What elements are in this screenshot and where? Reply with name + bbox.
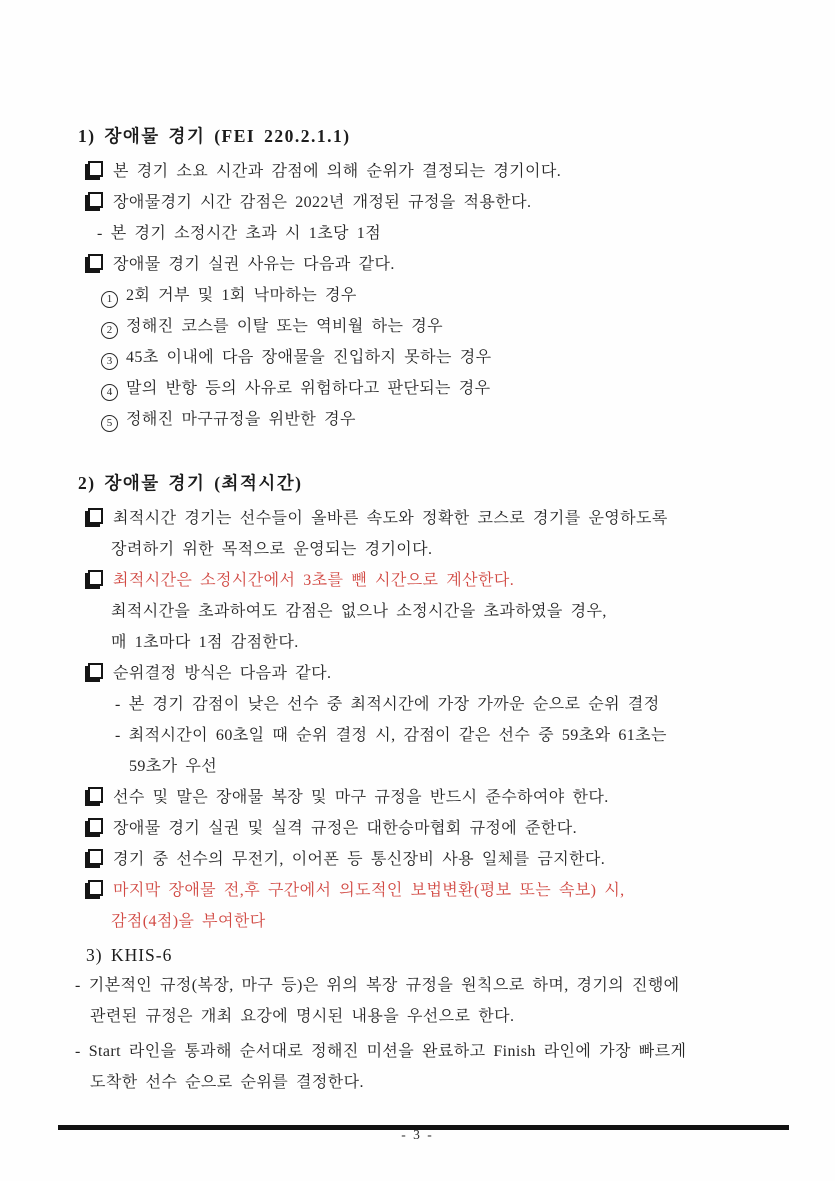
- body-text: 장애물 경기 실권 사유는 다음과 같다.: [113, 256, 395, 273]
- item-text-line: [0, 782, 835, 813]
- checkbox-icon: [88, 508, 103, 524]
- item-text-line: [0, 534, 835, 565]
- list-item: [0, 404, 835, 435]
- list-item: [0, 813, 835, 844]
- checkbox-icon: [88, 663, 103, 679]
- list-item: [0, 720, 835, 782]
- item-text-line: [0, 970, 835, 1001]
- page-number: - 3 -: [401, 1127, 434, 1142]
- body-text: 최적시간이 60초일 때 순위 결정 시, 감점이 같은 선수 중 59초와 61초는: [128, 727, 667, 744]
- dash-marker: -: [115, 696, 121, 713]
- item-text-line: [0, 751, 835, 782]
- list-item: [0, 280, 835, 311]
- body-text: 말의 반항 등의 사유로 위험하다고 판단되는 경우: [126, 380, 491, 397]
- dash-marker: -: [115, 727, 121, 744]
- body-text: 관련된 규정은 개최 요강에 명시된 내용을 우선으로 한다.: [90, 1008, 515, 1025]
- highlighted-text: 감점(4점)을 부여한다: [111, 913, 266, 930]
- item-text-line: [0, 906, 835, 937]
- item-text-line: [0, 156, 835, 187]
- item-text-line: [0, 373, 835, 404]
- section-heading: 3) KHIS-6: [86, 945, 173, 965]
- item-text-line: [0, 1067, 835, 1098]
- item-text-line: [0, 627, 835, 658]
- highlighted-text: 최적시간은 소정시간에서 3초를 뺀 시간으로 계산한다.: [113, 572, 515, 589]
- item-text-line: [0, 844, 835, 875]
- item-text-line: [0, 720, 835, 751]
- body-text: 장애물 경기 실권 및 실격 규정은 대한승마협회 규정에 준한다.: [113, 820, 578, 837]
- item-text-line: [0, 311, 835, 342]
- circled-number-icon: 4: [101, 384, 118, 401]
- list-item: [0, 156, 835, 187]
- circled-number-icon: 2: [101, 322, 118, 339]
- checkbox-icon: [88, 818, 103, 834]
- checkbox-icon: [88, 192, 103, 208]
- list-item: [0, 187, 835, 218]
- body-text: 45초 이내에 다음 장애물을 진입하지 못하는 경우: [126, 349, 492, 366]
- body-text: 순위결정 방식은 다음과 같다.: [113, 665, 332, 682]
- body-text: 정해진 코스를 이탈 또는 역비월 하는 경우: [126, 318, 443, 335]
- highlighted-text: 마지막 장애물 전,후 구간에서 의도적인 보법변환(평보 또는 속보) 시,: [113, 882, 625, 899]
- list-item: [0, 844, 835, 875]
- list-item: [0, 565, 835, 658]
- checkbox-icon: [88, 570, 103, 586]
- item-text-line: [0, 503, 835, 534]
- body-text: 최적시간 경기는 선수들이 올바른 속도와 정확한 코스로 경기를 운영하도록: [113, 510, 668, 527]
- body-text: 장애물경기 시간 감점은 2022년 개정된 규정을 적용한다.: [113, 194, 532, 211]
- item-text-line: [0, 596, 835, 627]
- list-item: [0, 1036, 835, 1098]
- circled-number-icon: 3: [101, 353, 118, 370]
- body-text: 매 1초마다 1점 감점한다.: [111, 634, 299, 651]
- item-text-line: [0, 658, 835, 689]
- checkbox-icon: [88, 254, 103, 270]
- list-item: [0, 311, 835, 342]
- body-text: 59초가 우선: [129, 758, 218, 775]
- item-text-line: [0, 1001, 835, 1032]
- item-text-line: [0, 342, 835, 373]
- dash-marker: -: [75, 1043, 81, 1060]
- dash-marker: -: [97, 225, 103, 242]
- checkbox-icon: [88, 849, 103, 865]
- list-item: [0, 689, 835, 720]
- body-text: 정해진 마구규정을 위반한 경우: [126, 411, 356, 428]
- list-item: [0, 658, 835, 689]
- body-text: 기본적인 규정(복장, 마구 등)은 위의 복장 규정을 원칙으로 하며, 경기의 진행에: [88, 977, 680, 994]
- checkbox-icon: [88, 161, 103, 177]
- item-text-line: [0, 280, 835, 311]
- body-text: 선수 및 말은 장애물 복장 및 마구 규정을 반드시 준수하여야 한다.: [113, 789, 609, 806]
- list-item: [0, 218, 835, 249]
- section-heading: 1) 장애물 경기 (FEI 220.2.1.1): [78, 126, 351, 146]
- section: [0, 471, 835, 937]
- body-text: 경기 중 선수의 무전기, 이어폰 등 통신장비 사용 일체를 금지한다.: [113, 851, 606, 868]
- item-text-line: [0, 218, 835, 249]
- list-item: [0, 373, 835, 404]
- body-text: 본 경기 감점이 낮은 선수 중 최적시간에 가장 가까운 순으로 순위 결정: [128, 696, 660, 713]
- section-heading: 2) 장애물 경기 (최적시간): [78, 473, 303, 493]
- body-text: 2회 거부 및 1회 낙마하는 경우: [126, 287, 357, 304]
- body-text: 본 경기 소요 시간과 감점에 의해 순위가 결정되는 경기이다.: [113, 163, 562, 180]
- item-text-line: [0, 565, 835, 596]
- item-text-line: [0, 689, 835, 720]
- list-item: [0, 249, 835, 280]
- item-text-line: [0, 1036, 835, 1067]
- section: [0, 942, 835, 1098]
- dash-marker: -: [75, 977, 81, 994]
- body-text: Start 라인을 통과해 순서대로 정해진 미션을 완료하고 Finish 라인에 가장 빠르게: [88, 1043, 687, 1060]
- circled-number-icon: 1: [101, 291, 118, 308]
- item-text-line: [0, 187, 835, 218]
- body-text: 도착한 선수 순으로 순위를 결정한다.: [90, 1074, 364, 1091]
- checkbox-icon: [88, 880, 103, 896]
- list-item: [0, 342, 835, 373]
- body-text: 장려하기 위한 목적으로 운영되는 경기이다.: [111, 541, 433, 558]
- item-text-line: [0, 875, 835, 906]
- list-item: [0, 875, 835, 937]
- list-item: [0, 970, 835, 1032]
- checkbox-icon: [88, 787, 103, 803]
- list-item: [0, 782, 835, 813]
- item-text-line: [0, 404, 835, 435]
- section: [0, 124, 835, 435]
- item-text-line: [0, 813, 835, 844]
- body-text: 본 경기 소정시간 초과 시 1초당 1점: [110, 225, 382, 242]
- document-body: [0, 124, 835, 1098]
- circled-number-icon: 5: [101, 415, 118, 432]
- body-text: 최적시간을 초과하여도 감점은 없으나 소정시간을 초과하였을 경우,: [111, 603, 607, 620]
- item-text-line: [0, 249, 835, 280]
- list-item: [0, 503, 835, 565]
